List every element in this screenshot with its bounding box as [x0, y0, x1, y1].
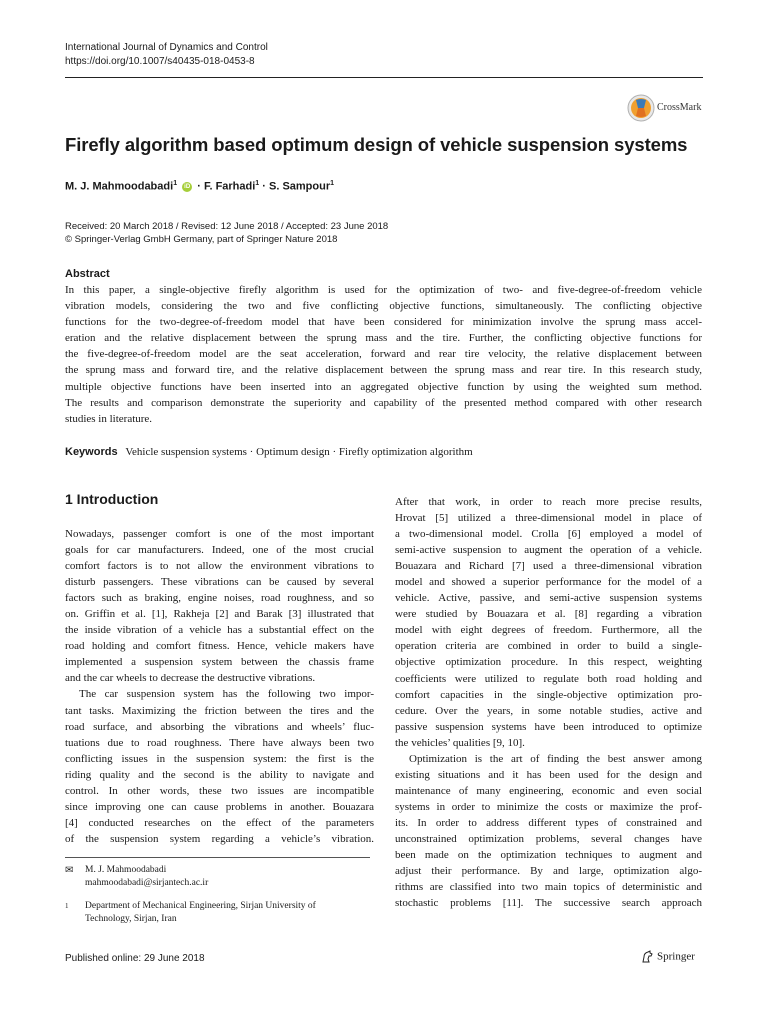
body-line: maintenance of many engineering, economic and even social [395, 784, 702, 797]
body-line: model and showed a superior performance for the model of a [395, 576, 702, 589]
body-line: been made on the optimization techniques to augment and [395, 849, 702, 862]
body-line: riding quality and the second is the ability to navigate and [65, 768, 374, 781]
abstract-line: the sprung mass and forward tire, and the relative displacement between the sprung mass and rear tire. In this research study, [65, 364, 702, 377]
abstract-heading: Abstract [65, 268, 110, 280]
body-line: existing situations and it has been used for the design and [395, 768, 702, 781]
body-line: implemented a suspension system between the chassis frame [65, 656, 374, 669]
affiliation-line: Department of Mechanical Engineering, Sirjan University of [85, 901, 316, 911]
footnote-rule [65, 857, 370, 858]
body-line: since improving one can cause problems in another. Bouazara [65, 800, 374, 813]
body-line: goals for car manufacturers. Indeed, one of the most crucial [65, 544, 374, 557]
author-separator: · [197, 180, 201, 193]
abstract-line: the five-degree-of-freedom model are the seat acceleration, forward and rear tire velocity, the relative displacement between [65, 348, 702, 361]
author-affiliation-mark: 1 [330, 180, 335, 187]
body-line: model with eight degrees of freedom. Furthermore, all the [395, 624, 702, 637]
body-line: comfort factors is to not allow the environment vibrations to [65, 560, 374, 573]
journal-name: International Journal of Dynamics and Control [65, 42, 268, 53]
keywords-text: Vehicle suspension systems · Optimum design · Firefly optimization algorithm [125, 446, 473, 458]
springer-horse-icon [640, 950, 654, 964]
body-line: rithms are classified into two main topics of deterministic and [395, 881, 702, 894]
author-separator: · [262, 180, 266, 193]
body-column-left [65, 526, 374, 847]
body-line: stochastic problems [11]. The successive search approach [395, 897, 702, 910]
body-line: control. In other words, these two issues are incompatible [65, 784, 374, 797]
body-line: conflicting issues in the suspension system: the first is the [65, 752, 374, 765]
affiliation-number: 1 [65, 902, 69, 910]
author-name[interactable]: S. Sampour [269, 180, 331, 193]
abstract-line: vibration models, considering the two and five conflicting objective functions, simultaneously. The conflicting objective [65, 300, 702, 313]
body-line: and the car wheels to decrease the destructive vibrations. [65, 672, 316, 685]
body-line: The car suspension system has the following two impor- [79, 688, 374, 701]
header-rule [65, 77, 703, 78]
crossmark-icon [627, 94, 655, 122]
abstract-line: The results and comparison demonstrate the superiority and capability of the presented method compared with other research [65, 396, 702, 409]
crossmark-badge[interactable] [627, 92, 707, 124]
envelope-icon: ✉ [65, 865, 74, 876]
keywords [65, 446, 473, 458]
body-line: road holding and comfort fitness. Hence, vehicle makers have [65, 640, 374, 653]
author-name[interactable]: F. Farhadi [203, 180, 256, 193]
body-line: [4] conducted researches on the effect of the parameters [65, 816, 374, 829]
publisher-name: Springer [657, 950, 695, 963]
body-line: on. Griffin et al. [1], Rakheja [2] and Barak [3] illustrated that [65, 608, 374, 621]
body-line: factors such as braking, engine noises, road roughness, and so [65, 592, 374, 605]
publisher-logo [640, 950, 695, 964]
body-line: After that work, in order to reach more precise results, [395, 496, 702, 508]
body-line: vehicle. Active, passive, and semi-active suspension systems [395, 592, 702, 605]
keywords-label: Keywords [65, 446, 118, 458]
body-line: systems in order to minimize the costs or maximize the prof- [395, 800, 702, 813]
body-line: adjust their performance. By and large, optimization algo- [395, 865, 702, 878]
abstract-line: studies in literature. [65, 412, 153, 425]
body-line: coefficients were utilized to regulate both road holding and [395, 672, 702, 685]
crossmark-label: CrossMark [657, 102, 702, 113]
body-line: Nowadays, passenger comfort is one of the most important [65, 528, 374, 540]
body-line: tant tasks. Maximizing the friction between the tires and the [65, 704, 374, 717]
body-line: cedure. Over the years, in some notable studies, active and [395, 704, 702, 717]
body-line: passive suspension systems have been introduced to optimize [395, 720, 702, 733]
affiliation-line: Technology, Sirjan, Iran [85, 914, 177, 924]
body-line: of the suspension system regarding a vehicle’s vibration. [65, 832, 374, 845]
body-line: the vehicles’ qualities [9, 10]. [395, 736, 525, 749]
contact-email[interactable]: mahmoodabadi@sirjantech.ac.ir [85, 878, 209, 888]
copyright-line: © Springer-Verlag GmbH Germany, part of Springer Nature 2018 [65, 234, 338, 245]
abstract-line: In this paper, a single-objective firefly algorithm is used for the optimization of two- and five-degree-of-freedom vehicle [65, 284, 702, 296]
body-line: disturb passengers. These vibrations can be caused by several [65, 576, 374, 589]
doi-link[interactable]: https://doi.org/10.1007/s40435-018-0453-8 [65, 56, 255, 67]
published-date: Published online: 29 June 2018 [65, 953, 205, 964]
body-line: a two-dimensional model. Crolla [6] employed a model of [395, 528, 702, 541]
author-list [65, 180, 334, 193]
abstract-line: functions for the two-degree-of-freedom model that have been considered for minimization involve the sprung mass accel- [65, 316, 702, 329]
body-column-right [395, 494, 702, 911]
abstract-line: multiple objective functions have been inserted into an aggregated objective function by using the weighted sum method. [65, 380, 702, 393]
section-heading-introduction: 1 Introduction [65, 491, 159, 507]
author-affiliation-mark: 1 [173, 180, 178, 187]
article-history [65, 220, 388, 246]
history-dates: Received: 20 March 2018 / Revised: 12 June 2018 / Accepted: 23 June 2018 [65, 221, 389, 232]
body-line: operation criteria are combined in order to build a single- [395, 640, 702, 653]
body-line: Bouazara and Richard [7] used a three-dimensional vibration [395, 560, 702, 573]
author-name[interactable]: M. J. Mahmoodabadi [65, 180, 174, 193]
body-line: semi-active suspension to augment the operation of a vehicle. [395, 544, 702, 557]
body-line: Optimization is the art of finding the best answer among [409, 752, 702, 765]
contact-name: M. J. Mahmoodabadi [85, 865, 167, 875]
body-line: objective optimization procedure. In this respect, weighting [395, 656, 702, 669]
abstract-body [65, 282, 702, 427]
body-line: its. In order to address different types of constrained and [395, 816, 702, 829]
body-line: road surface, and absorbing the vibrations and wheels’ fluc- [65, 720, 374, 733]
body-line: the inside vibration of a vehicle has a substantial effect on the [65, 624, 374, 637]
body-line: Hrovat [5] utilized a three-dimensional model in place of [395, 512, 702, 525]
orcid-icon[interactable]: iD [184, 183, 191, 190]
article-title: Firefly algorithm based optimum design of vehicle suspension systems [65, 134, 688, 155]
body-line: comfort capacities in the single-objective optimization pro- [395, 688, 702, 701]
body-line: tuations due to road roughness. There have always been two [65, 736, 374, 749]
journal-header [65, 41, 268, 69]
body-line: were studied by Bouazara et al. [8] regarding a vibration [395, 608, 702, 621]
author-affiliation-mark: 1 [255, 180, 260, 187]
abstract-line: eration and the relative displacement between the sprung mass and the tire. Further, the conflicting objective functions for [65, 332, 702, 345]
body-line: unconstrained optimization problems, several changes have [395, 832, 702, 845]
